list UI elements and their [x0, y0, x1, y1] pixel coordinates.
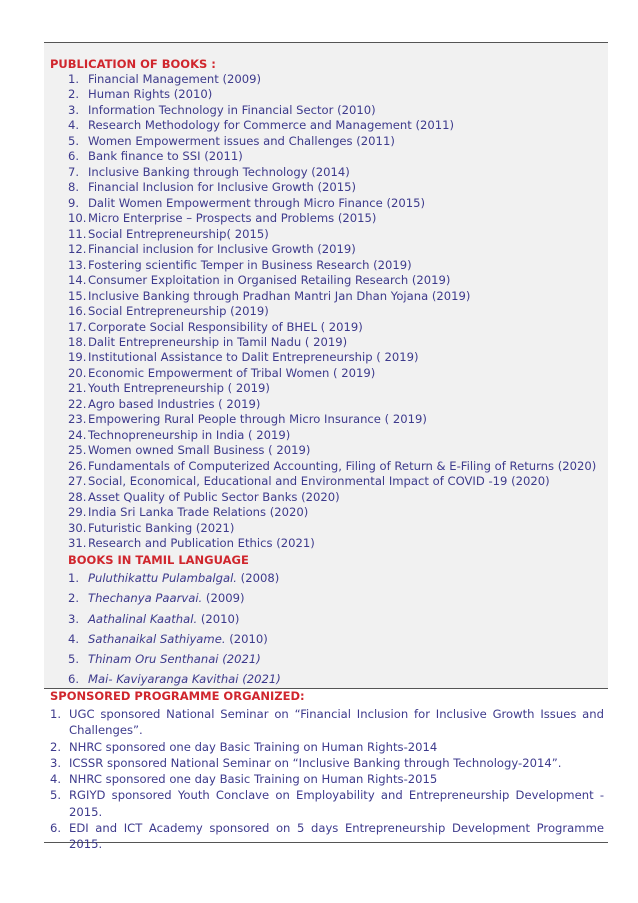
item-number: 27. — [68, 474, 87, 489]
publication-item — [68, 118, 596, 133]
item-number: 25. — [68, 443, 87, 458]
publication-item — [68, 304, 596, 319]
tamil-book-item — [68, 568, 281, 588]
item-number: 6. — [68, 149, 80, 164]
publication-item — [68, 211, 596, 226]
sponsored-description: NHRC sponsored one day Basic Training on Human Rights-2014 — [69, 739, 438, 754]
publication-title: Fundamentals of Computerized Accounting, Filing of Return & E-Filing of Returns (2020) — [88, 458, 597, 473]
item-number: 18. — [68, 334, 87, 349]
item-number: 10. — [68, 211, 87, 226]
item-number: 2. — [68, 87, 80, 102]
item-number: 7. — [68, 164, 80, 179]
item-number: 6. — [68, 672, 80, 687]
publication-item — [68, 335, 596, 350]
item-number: 1. — [68, 571, 80, 585]
publication-item — [68, 474, 596, 489]
publication-title: Dalit Entrepreneurship in Tamil Nadu ( 2019) — [88, 334, 348, 349]
item-number: 1. — [50, 707, 62, 721]
publication-title: Micro Enterprise – Prospects and Problems (2015) — [88, 211, 377, 226]
item-number: 3. — [68, 611, 80, 626]
publication-title: Youth Entrepreneurship ( 2019) — [88, 381, 270, 396]
publications-heading-suffix: : — [207, 57, 216, 71]
publication-title: Corporate Social Responsibility of BHEL ( 2019) — [88, 319, 363, 334]
publication-title: Human Rights (2010) — [88, 87, 213, 102]
item-number: 3. — [68, 102, 80, 117]
publication-title: Research and Publication Ethics (2021) — [88, 536, 315, 551]
sponsored-description: NHRC sponsored one day Basic Training on Human Rights-2015 — [69, 772, 438, 787]
tamil-book-item — [68, 629, 281, 649]
publication-title: Institutional Assistance to Dalit Entrepreneurship ( 2019) — [88, 350, 419, 365]
item-number: 24. — [68, 427, 87, 442]
publication-title: Inclusive Banking through Pradhan Mantri Jan Dhan Yojana (2019) — [88, 288, 471, 303]
sponsored-description: RGIYD sponsored Youth Conclave on Employability and Entrepreneurship Development - 2015. — [69, 788, 604, 819]
publication-item — [68, 443, 596, 458]
publication-title: Bank finance to SSI (2011) — [88, 149, 243, 164]
item-number: 6. — [50, 821, 62, 836]
tamil-book-item — [68, 669, 281, 689]
publications-heading-text: PUBLICATION OF BOOKS — [50, 57, 208, 71]
publication-item — [68, 103, 596, 118]
tamil-book-year: (2008) — [236, 571, 280, 585]
item-number: 5. — [68, 652, 80, 667]
publication-item — [68, 165, 596, 180]
publication-item — [68, 536, 596, 551]
sponsored-item — [50, 755, 604, 771]
sponsored-heading: SPONSORED PROGRAMME ORGANIZED: — [50, 689, 305, 703]
publication-title: Consumer Exploitation in Organised Retailing Research (2019) — [88, 273, 451, 288]
sponsored-item — [50, 787, 604, 820]
tamil-book-item — [68, 649, 281, 669]
publication-item — [68, 196, 596, 211]
publication-item — [68, 490, 596, 505]
item-number: 2. — [68, 591, 80, 606]
tamil-book-title: Aathalinal Kaathal. — [88, 611, 198, 626]
item-number: 8. — [68, 180, 80, 195]
tamil-book-title: Mai- Kaviyaranga Kavithai (2021) — [88, 672, 281, 687]
item-number: 11. — [68, 226, 87, 241]
publication-item — [68, 350, 596, 365]
item-number: 5. — [50, 788, 62, 803]
item-number: 4. — [68, 118, 80, 133]
publication-item — [68, 521, 596, 536]
item-number: 29. — [68, 505, 87, 520]
publication-item — [68, 320, 596, 335]
publication-title: Women Empowerment issues and Challenges (2011) — [88, 133, 395, 148]
item-number: 2. — [50, 739, 62, 754]
publication-item — [68, 289, 596, 304]
sponsored-description: EDI and ICT Academy sponsored on 5 days Entrepreneurship Development Programme 2015. — [69, 821, 604, 852]
publication-item — [68, 273, 596, 288]
publication-item — [68, 397, 596, 412]
item-number: 30. — [68, 520, 87, 535]
publication-title: India Sri Lanka Trade Relations (2020) — [88, 505, 309, 520]
publication-title: Social Entrepreneurship (2019) — [88, 304, 269, 319]
item-number: 3. — [50, 755, 62, 770]
item-number: 21. — [68, 381, 87, 396]
tamil-book-year: (2010) — [197, 611, 240, 626]
sponsored-description: UGC sponsored National Seminar on “Financial Inclusion for Inclusive Growth Issues and Challenges”. — [69, 707, 604, 738]
publication-item — [68, 505, 596, 520]
tamil-book-title: Sathanaikal Sathiyame. — [88, 631, 226, 646]
tamil-book-item — [68, 609, 281, 629]
tamil-books-heading: BOOKS IN TAMIL LANGUAGE — [68, 553, 249, 567]
publication-title: Women owned Small Business ( 2019) — [88, 443, 311, 458]
publication-title: Financial inclusion for Inclusive Growth (2019) — [88, 242, 356, 257]
item-number: 9. — [68, 195, 80, 210]
publication-item — [68, 242, 596, 257]
item-number: 16. — [68, 304, 87, 319]
sponsored-list — [50, 706, 604, 853]
item-number: 14. — [68, 273, 87, 288]
item-number: 5. — [68, 133, 80, 148]
publications-heading — [50, 57, 216, 72]
item-number: 1. — [68, 72, 80, 86]
publication-item — [68, 134, 596, 149]
item-number: 17. — [68, 319, 87, 334]
item-number: 4. — [68, 631, 80, 646]
publication-title: Financial Inclusion for Inclusive Growth (2015) — [88, 180, 357, 195]
publication-item — [68, 428, 596, 443]
item-number: 12. — [68, 242, 87, 257]
publication-title: Research Methodology for Commerce and Management (2011) — [88, 118, 455, 133]
item-number: 15. — [68, 288, 87, 303]
publication-title: Social Entrepreneurship( 2015) — [88, 226, 269, 241]
tamil-book-title: Thinam Oru Senthanai (2021) — [88, 652, 261, 667]
publication-title: Dalit Women Empowerment through Micro Finance (2015) — [88, 195, 426, 210]
publication-item — [68, 459, 596, 474]
publication-title: Inclusive Banking through Technology (2014) — [88, 164, 350, 179]
sponsored-item — [50, 820, 604, 853]
item-number: 26. — [68, 458, 87, 473]
publication-title: Asset Quality of Public Sector Banks (2020) — [88, 489, 340, 504]
publication-title: Fostering scientific Temper in Business Research (2019) — [88, 257, 412, 272]
sponsored-description: ICSSR sponsored National Seminar on “Inclusive Banking through Technology-2014”. — [69, 755, 562, 770]
item-number: 13. — [68, 257, 87, 272]
item-number: 31. — [68, 536, 87, 551]
publication-item — [68, 381, 596, 396]
publication-title: Information Technology in Financial Sector (2010) — [88, 102, 376, 117]
tamil-book-item — [68, 588, 281, 608]
publication-title: Empowering Rural People through Micro Insurance ( 2019) — [88, 412, 427, 427]
publications-list — [68, 72, 596, 552]
publication-item — [68, 366, 596, 381]
publication-item — [68, 412, 596, 427]
tamil-book-year: (2010) — [225, 631, 268, 646]
publication-title: Technopreneurship in India ( 2019) — [88, 427, 291, 442]
tamil-book-year: (2009) — [202, 591, 245, 606]
item-number: 23. — [68, 412, 87, 427]
tamil-book-title: Puluthikattu Pulambalgal. — [88, 571, 237, 585]
publication-item — [68, 258, 596, 273]
tamil-book-title: Thechanya Paarvai. — [88, 591, 203, 606]
publication-item — [68, 87, 596, 102]
item-number: 22. — [68, 396, 87, 411]
item-number: 20. — [68, 365, 87, 380]
publication-item — [68, 227, 596, 242]
sponsored-item — [50, 706, 604, 739]
publication-item — [68, 149, 596, 164]
item-number: 4. — [50, 772, 62, 787]
publication-title: Financial Management (2009) — [88, 72, 262, 86]
sponsored-item — [50, 771, 604, 787]
publication-item — [68, 180, 596, 195]
item-number: 28. — [68, 489, 87, 504]
publication-title: Agro based Industries ( 2019) — [88, 396, 261, 411]
publication-item — [68, 72, 596, 87]
sponsored-item — [50, 739, 604, 755]
item-number: 19. — [68, 350, 87, 365]
publication-title: Futuristic Banking (2021) — [88, 520, 235, 535]
publication-title: Social, Economical, Educational and Environmental Impact of COVID -19 (2020) — [88, 474, 550, 489]
tamil-books-list — [68, 568, 281, 690]
publication-title: Economic Empowerment of Tribal Women ( 2019) — [88, 365, 376, 380]
